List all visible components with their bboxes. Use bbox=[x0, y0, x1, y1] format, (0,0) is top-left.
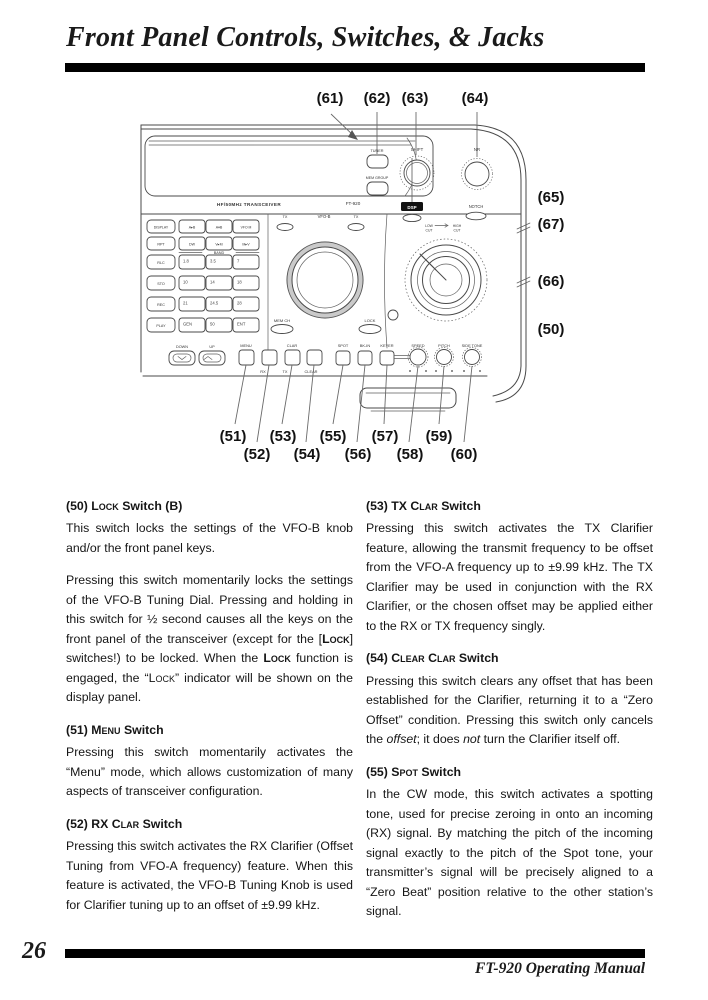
pitch-label: PITCH bbox=[438, 343, 450, 348]
shift-label: SHIFT bbox=[410, 147, 424, 152]
callout-59: (59) bbox=[425, 428, 453, 445]
band-key-grid bbox=[179, 255, 259, 332]
callout-61: (61) bbox=[316, 90, 344, 107]
band-key-10: 10 bbox=[183, 279, 188, 285]
keyer-key-label: KEYER bbox=[380, 343, 394, 348]
model-label: FT-920 bbox=[345, 201, 361, 206]
small-knob bbox=[388, 310, 398, 320]
a-b-swap-key-label: A▾B bbox=[215, 225, 223, 230]
band-key-1-8: 1.8 bbox=[183, 258, 189, 264]
band-key-50: 50 bbox=[210, 321, 215, 327]
callout-66: (66) bbox=[537, 273, 565, 290]
section-53-paragraph-1: Pressing this switch activates the TX Clarifier feature, allowing the transmit frequency to be offset from the VFO-A frequency up to ±9.99 kHz. The TX Clarifier may be used in conjunction with the RX Clarifier, or the chosen offset may be applied either to the RX or TX frequency singly. bbox=[366, 521, 653, 633]
lock-button bbox=[359, 325, 381, 334]
clar-key-label: CLAR bbox=[286, 343, 298, 348]
notch-button bbox=[466, 212, 486, 220]
section-51-heading: (51) Menu Switch bbox=[66, 722, 164, 737]
title-rule bbox=[65, 63, 645, 72]
tx-left-button bbox=[277, 224, 293, 231]
mem-ch-button bbox=[271, 325, 293, 334]
menu-button bbox=[239, 350, 254, 365]
tx-clar-button bbox=[285, 350, 300, 365]
tx-right-button bbox=[348, 224, 364, 231]
callout-58: (58) bbox=[396, 446, 424, 463]
high-cut-label-high: HIGH bbox=[452, 224, 462, 228]
callout-62: (62) bbox=[363, 90, 391, 107]
rx-clar-button bbox=[262, 350, 277, 365]
section-50-heading: (50) Lock Switch (B) bbox=[66, 499, 183, 513]
right-column bbox=[366, 494, 653, 935]
rlc-key-label: RLC bbox=[157, 261, 165, 265]
low-cut-label-low: LOW bbox=[425, 224, 433, 228]
callout-56: (56) bbox=[344, 446, 372, 463]
clear-sub-label: CLEAR bbox=[304, 369, 318, 374]
footer-manual-title: FT-920 Operating Manual bbox=[475, 960, 645, 977]
section-50-paragraph-2: Pressing this switch momentarily locks the settings of the VFO-B Tuning Dial. Pressing and holding in this switch for ½ second causes all the keys on the front panel of the transceiver (except for the [Lock] switches!) to be locked. When the Lock function is engaged, the “Lock” indicator will be shown on the display panel. bbox=[66, 573, 353, 705]
mem-group-button bbox=[367, 182, 388, 195]
callout-53: (53) bbox=[269, 428, 297, 445]
band-key-7: 7 bbox=[237, 258, 240, 264]
rx-sub-label: RX bbox=[260, 369, 266, 374]
bottom-control-row bbox=[169, 343, 483, 374]
left-column bbox=[66, 494, 353, 928]
clear-clar-button bbox=[307, 350, 322, 365]
callout-50: (50) bbox=[537, 321, 565, 338]
speed-knob bbox=[410, 349, 426, 365]
section-54-heading: (54) Clear Clar Switch bbox=[366, 651, 499, 666]
tuner-button bbox=[367, 155, 388, 168]
callout-64: (64) bbox=[461, 90, 489, 107]
section-51-paragraph-1: Pressing this switch momentarily activates the “Menu” mode, which allows customization of many aspects of transceiver configuration. bbox=[66, 745, 353, 799]
tx-right-label: TX bbox=[353, 215, 359, 219]
lock-label: LOCK bbox=[364, 318, 376, 323]
callout-67: (67) bbox=[537, 216, 565, 233]
callout-52: (52) bbox=[243, 446, 271, 463]
dsp-label: DSP bbox=[407, 204, 417, 210]
nr-label: NR bbox=[473, 147, 481, 152]
high-cut-label-cut: CUT bbox=[453, 228, 461, 233]
front-panel-diagram bbox=[0, 85, 708, 480]
callout-57: (57) bbox=[371, 428, 399, 445]
section-52-paragraph-1: Pressing this switch activates the RX Clarifier (Offset Tuning from VFO-A frequency) feature. When this feature is activated, the VFO-B Tuning Knob is used for Clarifier tuning up to an offset of ±9.99 kHz. bbox=[66, 839, 353, 912]
tx-sub-label: TX bbox=[282, 369, 288, 374]
panel-title-label: HF/50MHz TRANSCEIVER bbox=[216, 202, 282, 207]
bk-in-key-label: BK-IN bbox=[359, 343, 371, 348]
mem-ch-label: MEM CH bbox=[273, 318, 291, 323]
band-key-24-5: 24.5 bbox=[210, 300, 219, 306]
vfo-b-label: VFO-B bbox=[317, 214, 331, 219]
band-key-gen: GEN bbox=[183, 321, 193, 327]
footer-rule bbox=[65, 949, 645, 958]
pitch-knob bbox=[437, 350, 452, 365]
display-key-label: DISPLAY bbox=[153, 225, 169, 230]
section-55-heading: (55) Spot Switch bbox=[366, 764, 462, 779]
section-52-heading: (52) RX Clar Switch bbox=[66, 816, 183, 831]
callout-55: (55) bbox=[319, 428, 347, 445]
band-label: BAND bbox=[213, 251, 225, 255]
bk-in-button bbox=[358, 351, 372, 365]
display-window bbox=[145, 136, 433, 207]
callout-54: (54) bbox=[293, 446, 321, 463]
a-to-b-key-label: A▸B bbox=[188, 225, 196, 230]
vfo-mem-key-label: VFO M bbox=[240, 225, 252, 230]
left-key-cluster bbox=[147, 214, 268, 350]
band-key-28: 28 bbox=[237, 300, 242, 306]
m-to-v-key-label: M▸V bbox=[242, 242, 250, 247]
band-key-18: 18 bbox=[237, 279, 242, 285]
play-key-label: PLAY bbox=[156, 324, 166, 328]
side-tone-label: SIDE TONE bbox=[461, 343, 483, 348]
band-key-14: 14 bbox=[210, 279, 215, 285]
nr-knob bbox=[465, 162, 489, 186]
rpt-key-label: RPT bbox=[157, 242, 165, 247]
section-55-paragraph-1: In the CW mode, this switch activates a spotting tone, used for precise zeroing in onto an incoming (RX) signal. By matching the pitch of the incoming signal exactly to the pitch of the Spot tone, your transmitter’s signal will be precisely aligned to a “Zero Beat” position relative to the other station’s signal. bbox=[366, 787, 653, 919]
mem-group-label: MEM GROUP bbox=[365, 176, 389, 180]
menu-key-label: MENU bbox=[240, 343, 252, 348]
side-tone-knob bbox=[465, 350, 480, 365]
section-50-paragraph-1: This switch locks the settings of the VFO-B knob and/or the front panel keys. bbox=[66, 521, 353, 555]
callout-51: (51) bbox=[219, 428, 247, 445]
keyer-button bbox=[380, 351, 394, 365]
band-key-ent: ENT bbox=[237, 321, 246, 327]
callout-60: (60) bbox=[450, 446, 478, 463]
speed-label: SPEED bbox=[411, 343, 425, 348]
band-key-21: 21 bbox=[183, 300, 188, 306]
page-title: Front Panel Controls, Switches, & Jacks bbox=[66, 22, 545, 53]
section-53-heading: (53) TX Clar Switch bbox=[366, 499, 481, 513]
tuner-label: TUNER bbox=[370, 149, 384, 153]
down-label: DOWN bbox=[175, 345, 189, 349]
notch-label: NOTCH bbox=[468, 204, 484, 209]
tx-left-label: TX bbox=[282, 215, 288, 219]
callout-63: (63) bbox=[401, 90, 429, 107]
knob-dots bbox=[409, 370, 481, 372]
spot-button bbox=[336, 351, 350, 365]
panel-line-art bbox=[135, 110, 535, 446]
band-key-3-5: 3.5 bbox=[210, 258, 216, 264]
vfo-b-section bbox=[271, 214, 387, 348]
dw-key-label: DW bbox=[189, 242, 195, 247]
section-54-paragraph-1: Pressing this switch clears any offset that has been established for the Clarifier, returning it to a “Zero Offset” condition. Pressing this switch only cancels the offset; it does not turn the Clarifier itself off. bbox=[366, 673, 653, 747]
low-cut-label-cut: CUT bbox=[425, 228, 433, 233]
page-number: 26 bbox=[22, 938, 46, 964]
sto-key-label: STO bbox=[157, 282, 165, 286]
spot-key-label: SPOT bbox=[337, 343, 349, 348]
up-label: UP bbox=[209, 345, 215, 349]
shift-knob bbox=[404, 160, 430, 186]
callout-65: (65) bbox=[537, 189, 565, 206]
v-to-m-key-label: V▸M bbox=[215, 242, 223, 247]
rec-key-label: REC bbox=[157, 303, 165, 307]
